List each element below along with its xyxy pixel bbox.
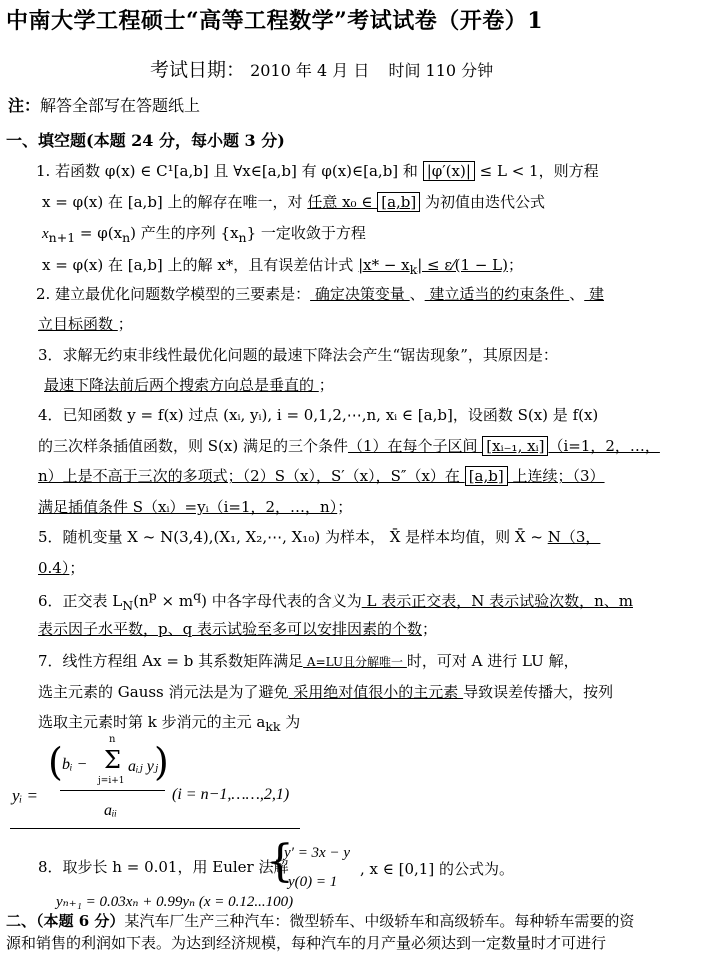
formula-range: (i = n−1,……,2,1) bbox=[172, 786, 290, 803]
formula-denominator: aᵢᵢ bbox=[104, 802, 118, 819]
q4-cond-1b: （i=1，2，…， bbox=[548, 437, 660, 455]
q4-subinterval-x: x bbox=[492, 437, 501, 455]
q6-line-2 bbox=[38, 618, 437, 639]
q1-l3-x: x bbox=[42, 226, 49, 242]
q1-l3-c: ) 产生的序列 {x bbox=[130, 224, 239, 242]
q4-line-3 bbox=[38, 465, 605, 486]
q4-line-1: 4．已知函数 y = f(x) 过点 (xᵢ, yᵢ), i = 0,1,2,⋯,n, xᵢ ∈ [a,b]，设函数 S(x) 是 f(x) bbox=[38, 406, 599, 424]
q4-line-4 bbox=[38, 496, 352, 517]
formula-open-paren: ( bbox=[48, 740, 63, 784]
exam-duration: 时间 110 分钟 bbox=[388, 61, 494, 80]
q7-line-1 bbox=[38, 650, 579, 671]
q7-l1-b: 时，可对 A 进行 LU 解， bbox=[406, 652, 579, 670]
q6-d: ) 中各字母代表的含义为 bbox=[201, 592, 362, 610]
q4-line-2 bbox=[38, 435, 660, 456]
q4-cond-2b: 上连续；（3） bbox=[507, 467, 605, 485]
q1-l3-sub2: n bbox=[122, 230, 131, 245]
q2-end: ； bbox=[117, 315, 133, 333]
q3-answer: 最速下降法前后两个搜索方向总是垂直的 bbox=[44, 376, 319, 394]
formula-num-term: aᵢⱼ yⱼ bbox=[128, 758, 159, 775]
q5-answer-b: 0.4） bbox=[38, 559, 70, 577]
q6-sup-q: q bbox=[193, 588, 202, 603]
q1-blank-initial: 任意 x₀ ∈ bbox=[307, 193, 378, 211]
formula-sum: Σ bbox=[104, 746, 121, 774]
q5-answer-a: N（3， bbox=[547, 528, 601, 546]
q7-l3: 选取主元素时第 k 步消元的主元 a bbox=[38, 713, 266, 731]
q8-euler-formula: yₙ₊₁ = 0.03xₙ + 0.99yₙ (x = 0.12...100) bbox=[56, 894, 294, 910]
fraction-bar bbox=[60, 790, 165, 791]
q4-interval-box: [a,b] bbox=[465, 466, 508, 486]
q4-end: ； bbox=[337, 498, 353, 516]
formula-close-paren: ) bbox=[154, 740, 169, 784]
q1-l3-sub3: n bbox=[238, 230, 247, 245]
section-2-line-2: 源和销售的利润如下表。为达到经济规模，每种汽车的月产量必须达到一定数量时才可进行 bbox=[6, 934, 607, 952]
q1-text-a: 1. 若函数 φ(x) ∈ C¹[a,b] 且 ∀x∈[a,b] 有 φ(x)∈[a,b] 和 bbox=[36, 162, 423, 180]
q1-l4-c: ； bbox=[507, 256, 523, 274]
q1-l4-box: |x* − x bbox=[358, 256, 410, 274]
q6-c: × m bbox=[156, 592, 194, 610]
section-2-heading: 二、（本题 6 分） bbox=[6, 912, 125, 930]
q1-line-2 bbox=[42, 191, 545, 212]
answer-note bbox=[8, 93, 200, 116]
q3-line-1: 3．求解无约束非线性最优化问题的最速下降法会产生“锯齿现象”，其原因是： bbox=[38, 346, 558, 364]
q2-answer-2: 建立适当的约束条件 bbox=[424, 285, 570, 303]
q7-l3-sub: kk bbox=[265, 719, 281, 734]
q8-line-1: 8．取步长 h = 0.01，用 Euler 法解 bbox=[38, 858, 289, 876]
q7-l1-a: 7．线性方程组 Ax = b 其系数矩阵满足 bbox=[38, 652, 304, 670]
q2-answer-3a: 建 bbox=[584, 285, 604, 303]
q4-cond-3: 满足插值条件 S（xᵢ）=yᵢ（i=1，2，…，n） bbox=[38, 498, 338, 516]
q5-text: 5．随机变量 X ~ N(3,4),(X₁, X₂,⋯, X₁₀) 为样本， X̄ 是样本均值，则 X̄ ~ bbox=[38, 528, 548, 546]
q1-l3-sub: n+1 bbox=[48, 230, 76, 245]
q4-cond-2a: n）上是不高于三次的多项式；（2）S（x），S′（x），S″（x）在 bbox=[38, 467, 465, 485]
q1-l3-b: = φ(x bbox=[75, 224, 123, 242]
q2-sep-1: 、 bbox=[409, 285, 425, 303]
q1-l3-d: } 一定收敛于方程 bbox=[246, 224, 366, 242]
q3-end: ； bbox=[318, 376, 334, 394]
formula-sum-top: n bbox=[109, 734, 116, 745]
q6-sup-p: p bbox=[148, 588, 157, 603]
formula-lhs: yᵢ = bbox=[12, 786, 38, 805]
q4-l2-a: 的三次样条插值函数，则 S(x) 满足的三个条件 bbox=[38, 437, 348, 455]
q5-line-1 bbox=[38, 526, 600, 547]
formula-underline bbox=[10, 828, 300, 829]
q8-line-1-tail: , x ∈ [0,1] 的公式为。 bbox=[360, 860, 514, 878]
exam-date-line bbox=[150, 55, 493, 82]
section-2-text-a: 某汽车厂生产三种汽车：微型轿车、中级轿车和高级轿车。每种轿车需要的资 bbox=[124, 912, 635, 930]
q1-l4-a: x = φ(x) 在 [a,b] 上的解 x*，且有误差估计式 bbox=[42, 256, 359, 274]
q7-l2-a: 选主元素的 Gauss 消元法是为了避免 bbox=[38, 683, 289, 701]
exam-title: 中南大学工程硕士“高等工程数学”考试试卷（开卷）1 bbox=[6, 8, 544, 34]
q1-line-1 bbox=[36, 160, 599, 181]
q5-end: ； bbox=[69, 559, 85, 577]
q8-ode: y′ = 3x − y bbox=[284, 845, 350, 861]
q1-l4-sub: k bbox=[409, 262, 418, 277]
q1-text-b: ≤ L < 1，则方程 bbox=[474, 162, 599, 180]
section-1-heading: 一、填空题(本题 24 分，每小题 3 分) bbox=[6, 131, 285, 150]
q7-answer-1: A=LU且分解唯一 bbox=[303, 655, 407, 669]
note-label: 注： bbox=[8, 96, 41, 115]
note-text: 解答全部写在答题纸上 bbox=[40, 96, 201, 115]
q7-line-2 bbox=[38, 681, 613, 702]
q8-initial-condition: y(0) = 1 bbox=[288, 874, 338, 890]
q2-sep-2: 、 bbox=[569, 285, 585, 303]
q7-line-3 bbox=[38, 711, 300, 734]
q2-answer-3b: 立目标函数 bbox=[38, 315, 118, 333]
q1-abs-box: |φ′(x)| bbox=[423, 161, 475, 181]
q1-interval-box: [a,b] bbox=[377, 192, 420, 212]
date-label: 考试日期： bbox=[150, 59, 246, 81]
q7-l2-b: 导致误差传播大，按列 bbox=[463, 683, 614, 701]
formula-sum-bottom: j=i+1 bbox=[98, 776, 125, 786]
formula-num-b: bᵢ − bbox=[62, 756, 88, 773]
section-2-line-1 bbox=[6, 910, 634, 931]
pivot-formula bbox=[10, 734, 300, 830]
q4-subinterval-box: [xᵢ₋₁, xᵢ] bbox=[482, 436, 548, 456]
q1-l4-b: | ≤ ε⁄(1 − L) bbox=[417, 256, 508, 274]
q6-answer-b: 表示因子水平数，p、q 表示试验至多可以安排因素的个数 bbox=[38, 620, 422, 638]
q1-error-estimate bbox=[358, 256, 508, 277]
q1-line-3 bbox=[42, 222, 366, 245]
q1-line-4 bbox=[42, 254, 523, 277]
q7-answer-2: 采用绝对值很小的主元素 bbox=[288, 683, 464, 701]
q8-system-brace: { bbox=[266, 836, 294, 887]
q7-l3-b: 为 bbox=[280, 713, 301, 731]
q6-b: (n bbox=[133, 592, 149, 610]
q4-cond-1a: （1）在每个子区间 bbox=[347, 437, 483, 455]
q6-answer-a: L 表示正交表，N 表示试验次数，n、m bbox=[361, 592, 633, 610]
q1-l2-text-b: 为初值由迭代公式 bbox=[420, 193, 546, 211]
q2-line-2 bbox=[38, 313, 133, 334]
q3-line-2 bbox=[44, 374, 334, 395]
q6-sub: N bbox=[122, 598, 134, 613]
q2-answer-1: 确定决策变量 bbox=[310, 285, 410, 303]
date-value: 2010 年 4 月 日 bbox=[250, 61, 370, 80]
q2-text: 2. 建立最优化问题数学模型的三要素是： bbox=[36, 285, 311, 303]
q2-line-1 bbox=[36, 283, 604, 304]
q6-end: ； bbox=[421, 620, 437, 638]
q6-l-text: 6．正交表 L bbox=[38, 592, 123, 610]
q6-line-1 bbox=[38, 588, 633, 613]
q1-l2-text-a: x = φ(x) 在 [a,b] 上的解存在唯一，对 bbox=[42, 193, 308, 211]
q5-line-2 bbox=[38, 557, 84, 578]
